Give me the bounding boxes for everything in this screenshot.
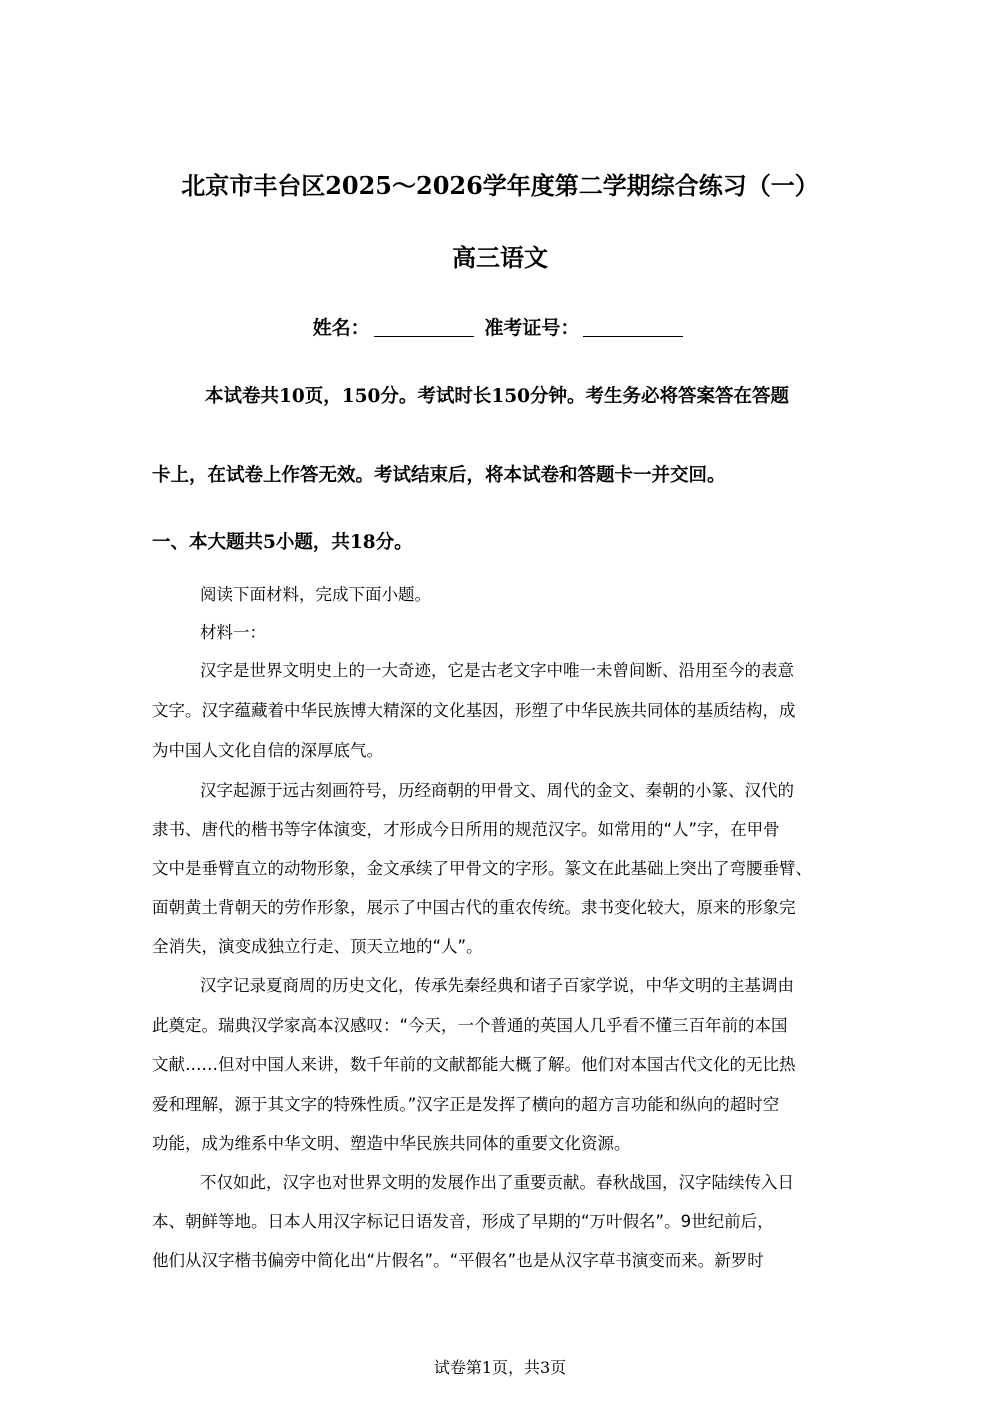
name-blank (374, 318, 474, 337)
exam-id-blank (583, 318, 683, 337)
text-line: 为中国人文化自信的深厚底气。 (152, 741, 383, 760)
text-line: 全消失，演变成独立行走、顶天立地的“人”。 (152, 937, 483, 956)
text-line: 汉字起源于远古刻画符号，历经商朝的甲骨文、周代的金文、秦朝的小篆、汉代的 (200, 781, 794, 800)
exam-id-label: 准考证号： (484, 317, 580, 339)
section-heading: 一、本大题共5小题，共18分。 (152, 532, 413, 553)
text-line: 不仅如此，汉字也对世界文明的发展作出了重要贡献。春秋战国，汉字陆续传入日 (200, 1173, 794, 1192)
name-label: 姓名： (312, 317, 370, 339)
candidate-info (0, 315, 1000, 341)
material-label: 材料一： (200, 623, 266, 642)
text-line: 此奠定。瑞典汉学家高本汉感叹：“今天，一个普通的英国人几乎看不懂三百年前的本国 (152, 1016, 788, 1035)
exam-title: 北京市丰台区2025～2026学年度第二学期综合练习（一） (181, 171, 819, 200)
text-line: 汉字记录夏商周的历史文化，传承先秦经典和诸子百家学说，中华文明的主基调由 (200, 976, 794, 995)
text-line: 本、朝鲜等地。日本人用汉字标记日语发音，形成了早期的“万叶假名”。9世纪前后， (152, 1212, 774, 1231)
text-line: 文献……但对中国人来讲，数千年前的文献都能大概了解。他们对本国古代文化的无比热 (152, 1055, 796, 1074)
reading-instruction: 阅读下面材料，完成下面小题。 (200, 585, 431, 604)
text-line: 面朝黄土背朝天的劳作形象，展示了中国古代的重农传统。隶书变化较大，原来的形象完 (152, 898, 796, 917)
exam-notice-line-1: 本试卷共10页，150分。考试时长150分钟。考生务必将答案答在答题 (205, 386, 789, 407)
text-line: 功能，成为维系中华文明、塑造中华民族共同体的重要文化资源。 (152, 1134, 631, 1153)
text-line: 爱和理解，源于其文字的特殊性质。”汉字正是发挥了横向的超方言功能和纵向的超时空 (152, 1095, 780, 1114)
text-line: 文字。汉字蕴藏着中华民族博大精深的文化基因，形塑了中华民族共同体的基质结构，成 (152, 701, 796, 720)
exam-subject: 高三语文 (452, 243, 548, 272)
exam-notice-line-2: 卡上，在试卷上作答无效。考试结束后，将本试卷和答题卡一并交回。 (152, 465, 726, 486)
text-line: 隶书、唐代的楷书等字体演变，才形成今日所用的规范汉字。如常用的“人”字，在甲骨 (152, 820, 780, 839)
text-line: 汉字是世界文明史上的一大奇迹，它是古老文字中唯一未曾间断、沿用至今的表意 (200, 661, 794, 680)
page-footer: 试卷第1页，共3页 (433, 1358, 567, 1377)
text-line: 他们从汉字楷书偏旁中简化出“片假名”。“平假名”也是从汉字草书演变而来。新罗时 (152, 1251, 764, 1270)
text-line: 文中是垂臂直立的动物形象，金文承续了甲骨文的字形。篆文在此基础上突出了弯腰垂臂、 (152, 859, 812, 878)
